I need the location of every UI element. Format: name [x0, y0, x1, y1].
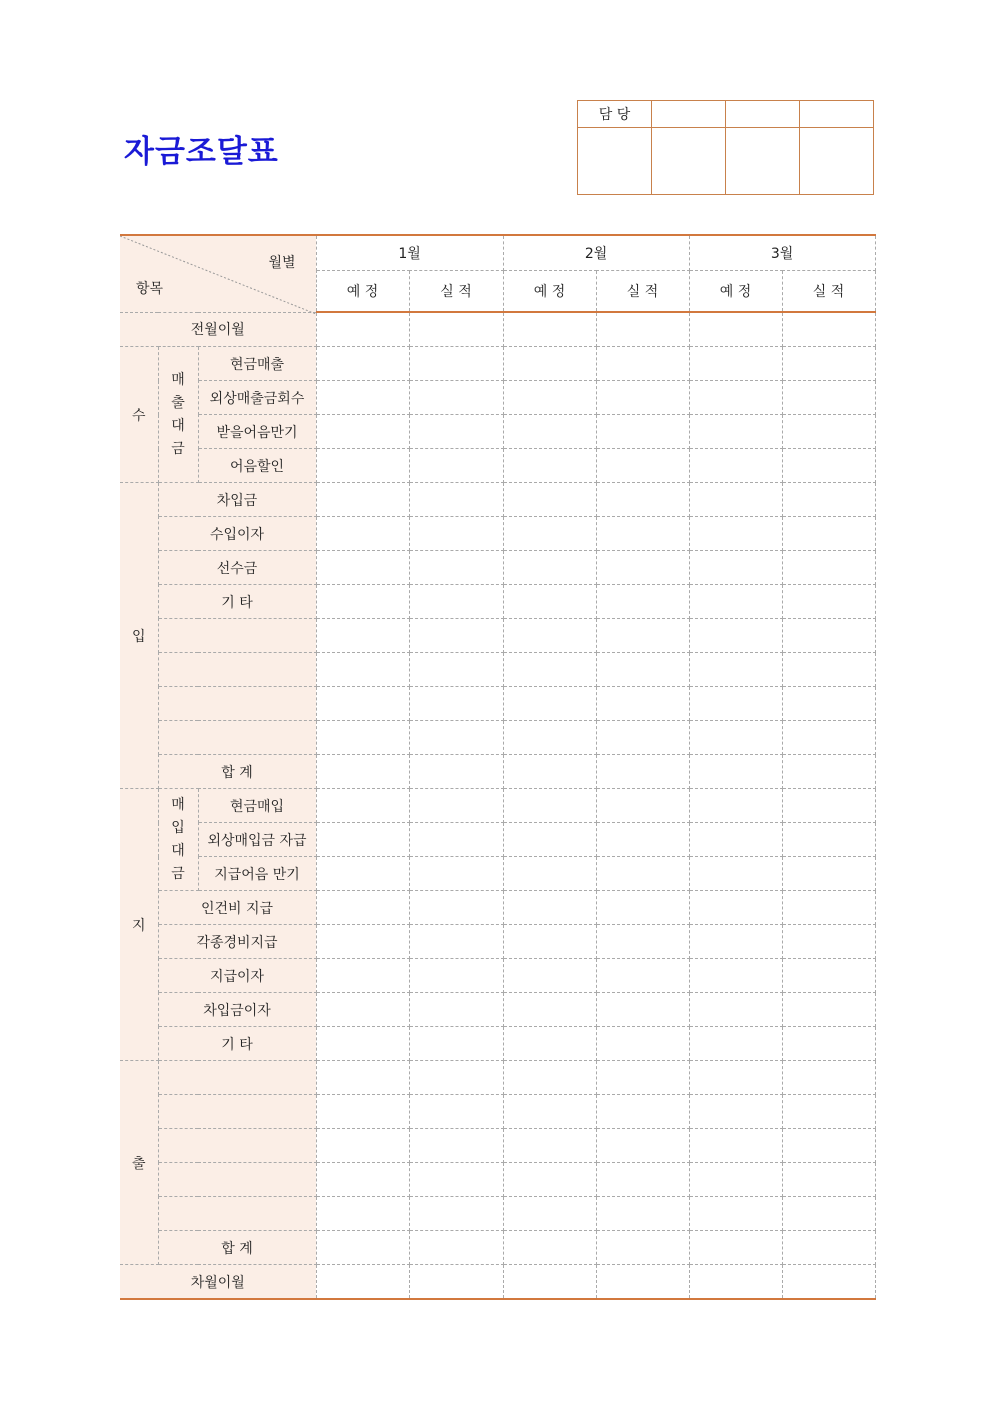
- value-cell[interactable]: [316, 619, 409, 653]
- value-cell[interactable]: [782, 381, 875, 415]
- value-cell[interactable]: [689, 619, 782, 653]
- value-cell[interactable]: [689, 1027, 782, 1061]
- value-cell[interactable]: [316, 1061, 409, 1095]
- value-cell[interactable]: [689, 1129, 782, 1163]
- value-cell[interactable]: [316, 551, 409, 585]
- row-label-blank: [158, 721, 316, 755]
- value-cell[interactable]: [503, 517, 596, 551]
- value-cell[interactable]: [503, 312, 596, 347]
- month-col-label: 월별: [268, 255, 296, 271]
- value-cell[interactable]: [782, 1129, 875, 1163]
- row-label-blank: [158, 653, 316, 687]
- value-cell[interactable]: [596, 925, 689, 959]
- value-cell[interactable]: [689, 1231, 782, 1265]
- plan-header: 예 정: [503, 270, 596, 312]
- value-cell[interactable]: [596, 653, 689, 687]
- value-cell[interactable]: [409, 653, 503, 687]
- month-header: 2월: [503, 235, 689, 270]
- row-label-income-item: 수입이자: [158, 517, 316, 551]
- value-cell[interactable]: [689, 381, 782, 415]
- value-cell[interactable]: [596, 415, 689, 449]
- value-cell[interactable]: [316, 993, 409, 1027]
- value-cell[interactable]: [316, 1265, 409, 1300]
- row-label-income-item: 선수금: [158, 551, 316, 585]
- value-cell[interactable]: [409, 1163, 503, 1197]
- value-cell[interactable]: [596, 312, 689, 347]
- value-cell[interactable]: [316, 312, 409, 347]
- value-cell[interactable]: [316, 517, 409, 551]
- header-corner: [120, 235, 316, 312]
- value-cell[interactable]: [689, 483, 782, 517]
- value-cell[interactable]: [409, 415, 503, 449]
- value-cell[interactable]: [782, 755, 875, 789]
- value-cell[interactable]: [316, 653, 409, 687]
- value-cell[interactable]: [409, 381, 503, 415]
- value-cell[interactable]: [409, 993, 503, 1027]
- value-cell[interactable]: [596, 1027, 689, 1061]
- approval-sign-cell[interactable]: [578, 128, 652, 195]
- diagonal-line: [120, 236, 316, 314]
- value-cell[interactable]: [503, 721, 596, 755]
- value-cell[interactable]: [503, 1231, 596, 1265]
- value-cell[interactable]: [596, 517, 689, 551]
- value-cell[interactable]: [596, 687, 689, 721]
- value-cell[interactable]: [503, 993, 596, 1027]
- value-cell[interactable]: [503, 449, 596, 483]
- value-cell[interactable]: [316, 857, 409, 891]
- row-label-expense-item: 차입금이자: [158, 993, 316, 1027]
- value-cell[interactable]: [689, 653, 782, 687]
- value-cell[interactable]: [689, 585, 782, 619]
- value-cell[interactable]: [689, 1265, 782, 1300]
- row-label-next-carry: 차월이월: [120, 1265, 316, 1300]
- value-cell[interactable]: [596, 347, 689, 381]
- value-cell[interactable]: [689, 789, 782, 823]
- approval-box: [577, 100, 874, 195]
- vertical-char: 매: [171, 796, 185, 813]
- value-cell[interactable]: [596, 755, 689, 789]
- value-cell[interactable]: [503, 891, 596, 925]
- value-cell[interactable]: [596, 857, 689, 891]
- row-label-expense-total: 합 계: [158, 1231, 316, 1265]
- item-col-label: 항목: [136, 281, 164, 297]
- row-label-income-item: 차입금: [158, 483, 316, 517]
- row-label-sales-item: 외상매출금회수: [198, 381, 316, 415]
- value-cell[interactable]: [596, 483, 689, 517]
- value-cell[interactable]: [503, 1027, 596, 1061]
- value-cell[interactable]: [409, 755, 503, 789]
- value-cell[interactable]: [316, 1163, 409, 1197]
- value-cell[interactable]: [596, 1163, 689, 1197]
- value-cell[interactable]: [596, 381, 689, 415]
- value-cell[interactable]: [316, 891, 409, 925]
- vertical-char: 대: [171, 842, 185, 859]
- row-label-expense-item: 인건비 지급: [158, 891, 316, 925]
- plan-header: 예 정: [316, 270, 409, 312]
- value-cell[interactable]: [596, 551, 689, 585]
- value-cell[interactable]: [689, 857, 782, 891]
- actual-header: 실 적: [409, 270, 503, 312]
- value-cell[interactable]: [409, 1197, 503, 1231]
- value-cell[interactable]: [409, 1061, 503, 1095]
- funding-table: [120, 234, 876, 1300]
- value-cell[interactable]: [503, 551, 596, 585]
- value-cell[interactable]: [409, 1265, 503, 1300]
- approval-sign-header: [652, 101, 726, 128]
- value-cell[interactable]: [782, 517, 875, 551]
- purchase-group-label: [158, 789, 198, 891]
- value-cell[interactable]: [316, 483, 409, 517]
- value-cell[interactable]: [689, 415, 782, 449]
- value-cell[interactable]: [503, 959, 596, 993]
- value-cell[interactable]: [316, 1231, 409, 1265]
- value-cell[interactable]: [596, 1061, 689, 1095]
- value-cell[interactable]: [409, 312, 503, 347]
- row-label-blank: [158, 1197, 316, 1231]
- approval-sign-cell[interactable]: [726, 128, 800, 195]
- row-label-sales-item: 어음할인: [198, 449, 316, 483]
- expense-side-label-bottom: 출: [120, 1061, 158, 1265]
- value-cell[interactable]: [689, 755, 782, 789]
- value-cell[interactable]: [316, 823, 409, 857]
- value-cell[interactable]: [503, 755, 596, 789]
- value-cell[interactable]: [782, 789, 875, 823]
- value-cell[interactable]: [782, 1265, 875, 1300]
- value-cell[interactable]: [316, 789, 409, 823]
- value-cell[interactable]: [316, 1129, 409, 1163]
- row-label-blank: [158, 1163, 316, 1197]
- approval-sign-header: [726, 101, 800, 128]
- value-cell[interactable]: [503, 483, 596, 517]
- value-cell[interactable]: [782, 312, 875, 347]
- actual-header: 실 적: [782, 270, 875, 312]
- plan-header: 예 정: [689, 270, 782, 312]
- row-label-purchase-item: 외상매입금 자급: [198, 823, 316, 857]
- value-cell[interactable]: [782, 449, 875, 483]
- value-cell[interactable]: [689, 347, 782, 381]
- value-cell[interactable]: [409, 857, 503, 891]
- value-cell[interactable]: [409, 1129, 503, 1163]
- value-cell[interactable]: [689, 551, 782, 585]
- value-cell[interactable]: [409, 823, 503, 857]
- value-cell[interactable]: [316, 1027, 409, 1061]
- value-cell[interactable]: [316, 415, 409, 449]
- vertical-char: 대: [171, 417, 185, 434]
- value-cell[interactable]: [409, 891, 503, 925]
- row-label-expense-item: 지급이자: [158, 959, 316, 993]
- value-cell[interactable]: [503, 1265, 596, 1300]
- approval-sign-cell[interactable]: [652, 128, 726, 195]
- value-cell[interactable]: [782, 1197, 875, 1231]
- value-cell[interactable]: [409, 959, 503, 993]
- value-cell[interactable]: [596, 1129, 689, 1163]
- value-cell[interactable]: [503, 415, 596, 449]
- value-cell[interactable]: [782, 619, 875, 653]
- value-cell[interactable]: [503, 1197, 596, 1231]
- vertical-char: 출: [171, 394, 185, 411]
- approval-label: 담 당: [578, 101, 652, 128]
- value-cell[interactable]: [409, 585, 503, 619]
- value-cell[interactable]: [782, 585, 875, 619]
- approval-sign-header: [800, 101, 874, 128]
- value-cell[interactable]: [409, 1027, 503, 1061]
- income-side-label-bottom: 입: [120, 483, 158, 789]
- value-cell[interactable]: [503, 1061, 596, 1095]
- vertical-char: 금: [171, 440, 185, 457]
- value-cell[interactable]: [316, 687, 409, 721]
- value-cell[interactable]: [782, 1061, 875, 1095]
- value-cell[interactable]: [782, 1231, 875, 1265]
- value-cell[interactable]: [409, 551, 503, 585]
- value-cell[interactable]: [596, 449, 689, 483]
- value-cell[interactable]: [689, 687, 782, 721]
- value-cell[interactable]: [596, 1095, 689, 1129]
- value-cell[interactable]: [689, 1061, 782, 1095]
- value-cell[interactable]: [782, 415, 875, 449]
- row-label-income-item: 기 타: [158, 585, 316, 619]
- value-cell[interactable]: [782, 959, 875, 993]
- value-cell[interactable]: [689, 959, 782, 993]
- value-cell[interactable]: [689, 449, 782, 483]
- value-cell[interactable]: [596, 891, 689, 925]
- value-cell[interactable]: [316, 347, 409, 381]
- value-cell[interactable]: [409, 721, 503, 755]
- value-cell[interactable]: [782, 721, 875, 755]
- row-label-blank: [158, 1095, 316, 1129]
- value-cell[interactable]: [782, 891, 875, 925]
- value-cell[interactable]: [503, 347, 596, 381]
- row-label-blank: [158, 687, 316, 721]
- row-label-blank: [158, 619, 316, 653]
- value-cell[interactable]: [782, 551, 875, 585]
- row-label-blank: [158, 1061, 316, 1095]
- value-cell[interactable]: [409, 483, 503, 517]
- value-cell[interactable]: [409, 925, 503, 959]
- row-label-prev-carry: 전월이월: [120, 312, 316, 347]
- value-cell[interactable]: [596, 585, 689, 619]
- value-cell[interactable]: [689, 891, 782, 925]
- vertical-char: 매: [171, 371, 185, 388]
- value-cell[interactable]: [503, 619, 596, 653]
- value-cell[interactable]: [503, 789, 596, 823]
- expense-side-label-top: 지: [120, 789, 158, 1061]
- value-cell[interactable]: [596, 721, 689, 755]
- value-cell[interactable]: [689, 823, 782, 857]
- vertical-char: 입: [171, 819, 185, 836]
- value-cell[interactable]: [316, 1197, 409, 1231]
- row-label-expense-item: 각종경비지급: [158, 925, 316, 959]
- value-cell[interactable]: [409, 687, 503, 721]
- value-cell[interactable]: [689, 517, 782, 551]
- value-cell[interactable]: [316, 959, 409, 993]
- value-cell[interactable]: [503, 381, 596, 415]
- vertical-char: 금: [171, 865, 185, 882]
- value-cell[interactable]: [316, 755, 409, 789]
- value-cell[interactable]: [409, 517, 503, 551]
- value-cell[interactable]: [689, 1095, 782, 1129]
- value-cell[interactable]: [409, 1095, 503, 1129]
- value-cell[interactable]: [503, 925, 596, 959]
- value-cell[interactable]: [409, 449, 503, 483]
- value-cell[interactable]: [316, 381, 409, 415]
- value-cell[interactable]: [316, 449, 409, 483]
- value-cell[interactable]: [596, 1197, 689, 1231]
- value-cell[interactable]: [503, 585, 596, 619]
- value-cell[interactable]: [596, 959, 689, 993]
- value-cell[interactable]: [689, 721, 782, 755]
- value-cell[interactable]: [316, 1095, 409, 1129]
- value-cell[interactable]: [596, 619, 689, 653]
- value-cell[interactable]: [782, 857, 875, 891]
- value-cell[interactable]: [689, 1163, 782, 1197]
- document-title: 자금조달표: [124, 134, 279, 170]
- value-cell[interactable]: [503, 823, 596, 857]
- value-cell[interactable]: [782, 993, 875, 1027]
- value-cell[interactable]: [782, 653, 875, 687]
- value-cell[interactable]: [409, 619, 503, 653]
- value-cell[interactable]: [596, 823, 689, 857]
- value-cell[interactable]: [782, 925, 875, 959]
- value-cell[interactable]: [503, 653, 596, 687]
- value-cell[interactable]: [782, 1095, 875, 1129]
- approval-sign-cell[interactable]: [800, 128, 874, 195]
- row-label-sales-item: 받을어음만기: [198, 415, 316, 449]
- value-cell[interactable]: [596, 1231, 689, 1265]
- sales-group-label: [158, 347, 198, 483]
- value-cell[interactable]: [409, 1231, 503, 1265]
- value-cell[interactable]: [596, 1265, 689, 1300]
- value-cell[interactable]: [503, 857, 596, 891]
- actual-header: 실 적: [596, 270, 689, 312]
- value-cell[interactable]: [316, 925, 409, 959]
- row-label-purchase-item: 지급어음 만기: [198, 857, 316, 891]
- month-header: 3월: [689, 235, 875, 270]
- value-cell[interactable]: [409, 347, 503, 381]
- value-cell[interactable]: [689, 925, 782, 959]
- value-cell[interactable]: [782, 1163, 875, 1197]
- value-cell[interactable]: [503, 1163, 596, 1197]
- row-label-sales-item: 현금매출: [198, 347, 316, 381]
- value-cell[interactable]: [689, 1197, 782, 1231]
- row-label-expense-item: 기 타: [158, 1027, 316, 1061]
- value-cell[interactable]: [782, 347, 875, 381]
- value-cell[interactable]: [316, 585, 409, 619]
- row-label-blank: [158, 1129, 316, 1163]
- value-cell[interactable]: [316, 721, 409, 755]
- income-side-label-top: 수: [120, 347, 158, 483]
- value-cell[interactable]: [782, 687, 875, 721]
- value-cell[interactable]: [596, 993, 689, 1027]
- row-label-purchase-item: 현금매입: [198, 789, 316, 823]
- row-label-income-total: 합 계: [158, 755, 316, 789]
- month-header: 1월: [316, 235, 503, 270]
- value-cell[interactable]: [782, 483, 875, 517]
- value-cell[interactable]: [782, 823, 875, 857]
- value-cell[interactable]: [503, 1095, 596, 1129]
- value-cell[interactable]: [503, 687, 596, 721]
- value-cell[interactable]: [782, 1027, 875, 1061]
- value-cell[interactable]: [409, 789, 503, 823]
- value-cell[interactable]: [689, 993, 782, 1027]
- value-cell[interactable]: [503, 1129, 596, 1163]
- value-cell[interactable]: [689, 312, 782, 347]
- value-cell[interactable]: [596, 789, 689, 823]
